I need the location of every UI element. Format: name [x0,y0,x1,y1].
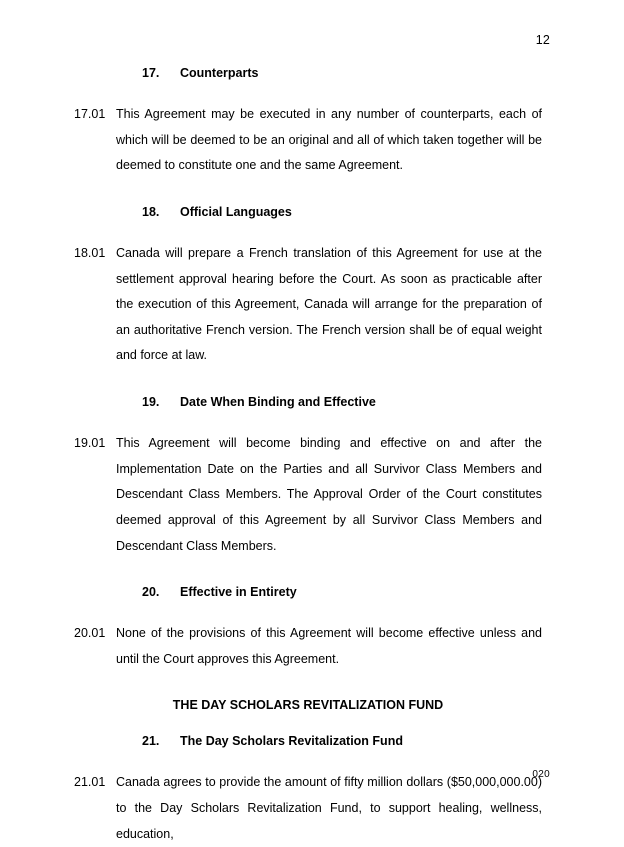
section-number-20: 20. [142,585,160,600]
clause-20-01 [74,621,542,672]
section-heading-19 [142,395,542,409]
section-heading-20 [142,585,542,599]
section-number-18: 18. [142,204,160,219]
clause-text-21-01: Canada agrees to provide the amount of fifty million dollars ($50,000,000.00) to the Day Scholars Revitalization Fund, to support healing, wellness, education, [116,775,542,841]
clause-18-01 [74,241,542,369]
section-title-18: Official Languages [180,204,292,219]
clause-text-20-01: None of the provisions of this Agreement will become effective unless and until the Court approves this Agreement. [116,626,542,666]
clause-text-18-01: Canada will prepare a French translation of this Agreement for use at the settlement approval hearing before the Court. As soon as practicable after the execution of this Agreement, Canada will arrange for the preparation of an authoritative French version. The French version shall be of equal weight and force at law. [116,245,542,363]
clause-17-01 [74,102,542,179]
clause-text-17-01: This Agreement may be executed in any number of counterparts, each of which will be deemed to be an original and all of which taken together will be deemed to constitute one and the same Agreement. [116,107,542,173]
section-number-19: 19. [142,395,160,409]
clause-number-18-01: 18.01 [74,245,106,260]
clause-number-17-01: 17.01 [74,107,106,121]
section-title-20: Effective in Entirety [180,585,297,600]
section-number-17: 17. [142,66,160,80]
clause-text-19-01: This Agreement will become binding and effective on and after the Implementation Date on the Parties and all Survivor Class Members and Descendant Class Members. The Approval Order of the Court constitutes deemed approval of this Agreement by all Survivor Class Members and Descendant Class Members. [116,436,542,553]
clause-number-21-01: 21.01 [74,775,106,790]
section-heading-21 [142,734,542,748]
clause-number-19-01: 19.01 [74,436,106,450]
page-number: 12 [535,33,550,47]
clause-21-01 [74,770,542,847]
clause-number-20-01: 20.01 [74,626,106,641]
clause-19-01 [74,431,542,559]
section-number-21: 21. [142,734,160,749]
section-heading-18 [142,205,542,219]
section-heading-17 [142,66,542,80]
fund-title-heading: THE DAY SCHOLARS REVITALIZATION FUND [172,698,444,713]
section-title-21: The Day Scholars Revitalization Fund [180,734,403,749]
document-body [74,66,542,847]
section-title-19: Date When Binding and Effective [180,395,376,409]
section-title-17: Counterparts [180,66,259,80]
footer-stamp-number: 020 [532,769,550,780]
